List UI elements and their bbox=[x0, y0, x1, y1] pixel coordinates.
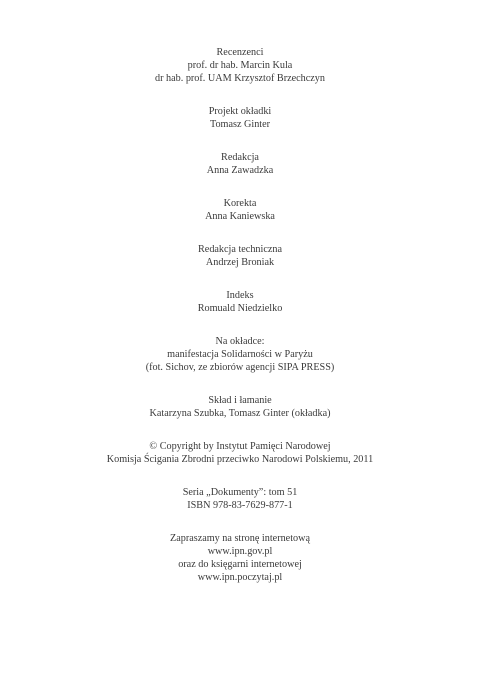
cover-photo-description: manifestacja Solidarności w Paryżu bbox=[167, 349, 313, 360]
proofreader-name: Anna Kaniewska bbox=[205, 211, 275, 222]
cover-photo-credit: (fot. Sichov, ze zbiorów agencji SIPA PRESS) bbox=[145, 362, 335, 373]
copyright-commission: Komisja Ścigania Zbrodni przeciwko Narodowi Polskiemu, 2011 bbox=[106, 454, 374, 465]
editing-heading: Redakcja bbox=[221, 152, 259, 163]
cover-photo-block bbox=[30, 335, 450, 374]
invitation-block bbox=[30, 532, 450, 584]
technical-editing-block bbox=[30, 243, 450, 269]
website-url: www.ipn.gov.pl bbox=[207, 546, 273, 557]
series-block bbox=[30, 486, 450, 512]
cover-design-heading: Projekt okładki bbox=[208, 106, 272, 117]
copyright-block bbox=[30, 440, 450, 466]
indexer-name: Romuald Niedzielko bbox=[197, 303, 283, 314]
reviewers-block bbox=[30, 46, 450, 85]
editor-name: Anna Zawadzka bbox=[206, 165, 274, 176]
bookstore-url: www.ipn.poczytaj.pl bbox=[197, 572, 283, 583]
bookstore-invitation: oraz do księgarni internetowej bbox=[178, 559, 302, 570]
copyright-holder: © Copyright by Instytut Pamięci Narodowej bbox=[149, 441, 331, 452]
index-heading: Indeks bbox=[226, 290, 254, 301]
technical-editor-name: Andrzej Broniak bbox=[205, 257, 275, 268]
typesetter-names: Katarzyna Szubka, Tomasz Ginter (okładka) bbox=[149, 408, 331, 419]
cover-photo-heading: Na okładce: bbox=[215, 336, 265, 347]
proofreading-block bbox=[30, 197, 450, 223]
technical-editing-heading: Redakcja techniczna bbox=[198, 244, 282, 255]
typesetting-heading: Skład i łamanie bbox=[208, 395, 272, 406]
proofreading-heading: Korekta bbox=[223, 198, 257, 209]
typesetting-block bbox=[30, 394, 450, 420]
reviewers-heading: Recenzenci bbox=[216, 47, 264, 58]
isbn: ISBN 978-83-7629-877-1 bbox=[187, 500, 293, 511]
cover-designer-name: Tomasz Ginter bbox=[209, 119, 271, 130]
index-block bbox=[30, 289, 450, 315]
reviewer-name: prof. dr hab. Marcin Kula bbox=[187, 60, 293, 71]
website-invitation: Zapraszamy na stronę internetową bbox=[169, 533, 311, 544]
reviewer-name: dr hab. prof. UAM Krzysztof Brzechczyn bbox=[154, 73, 325, 84]
series-volume: Seria „Dokumenty”: tom 51 bbox=[182, 487, 298, 498]
editing-block bbox=[30, 151, 450, 177]
cover-design-block bbox=[30, 105, 450, 131]
